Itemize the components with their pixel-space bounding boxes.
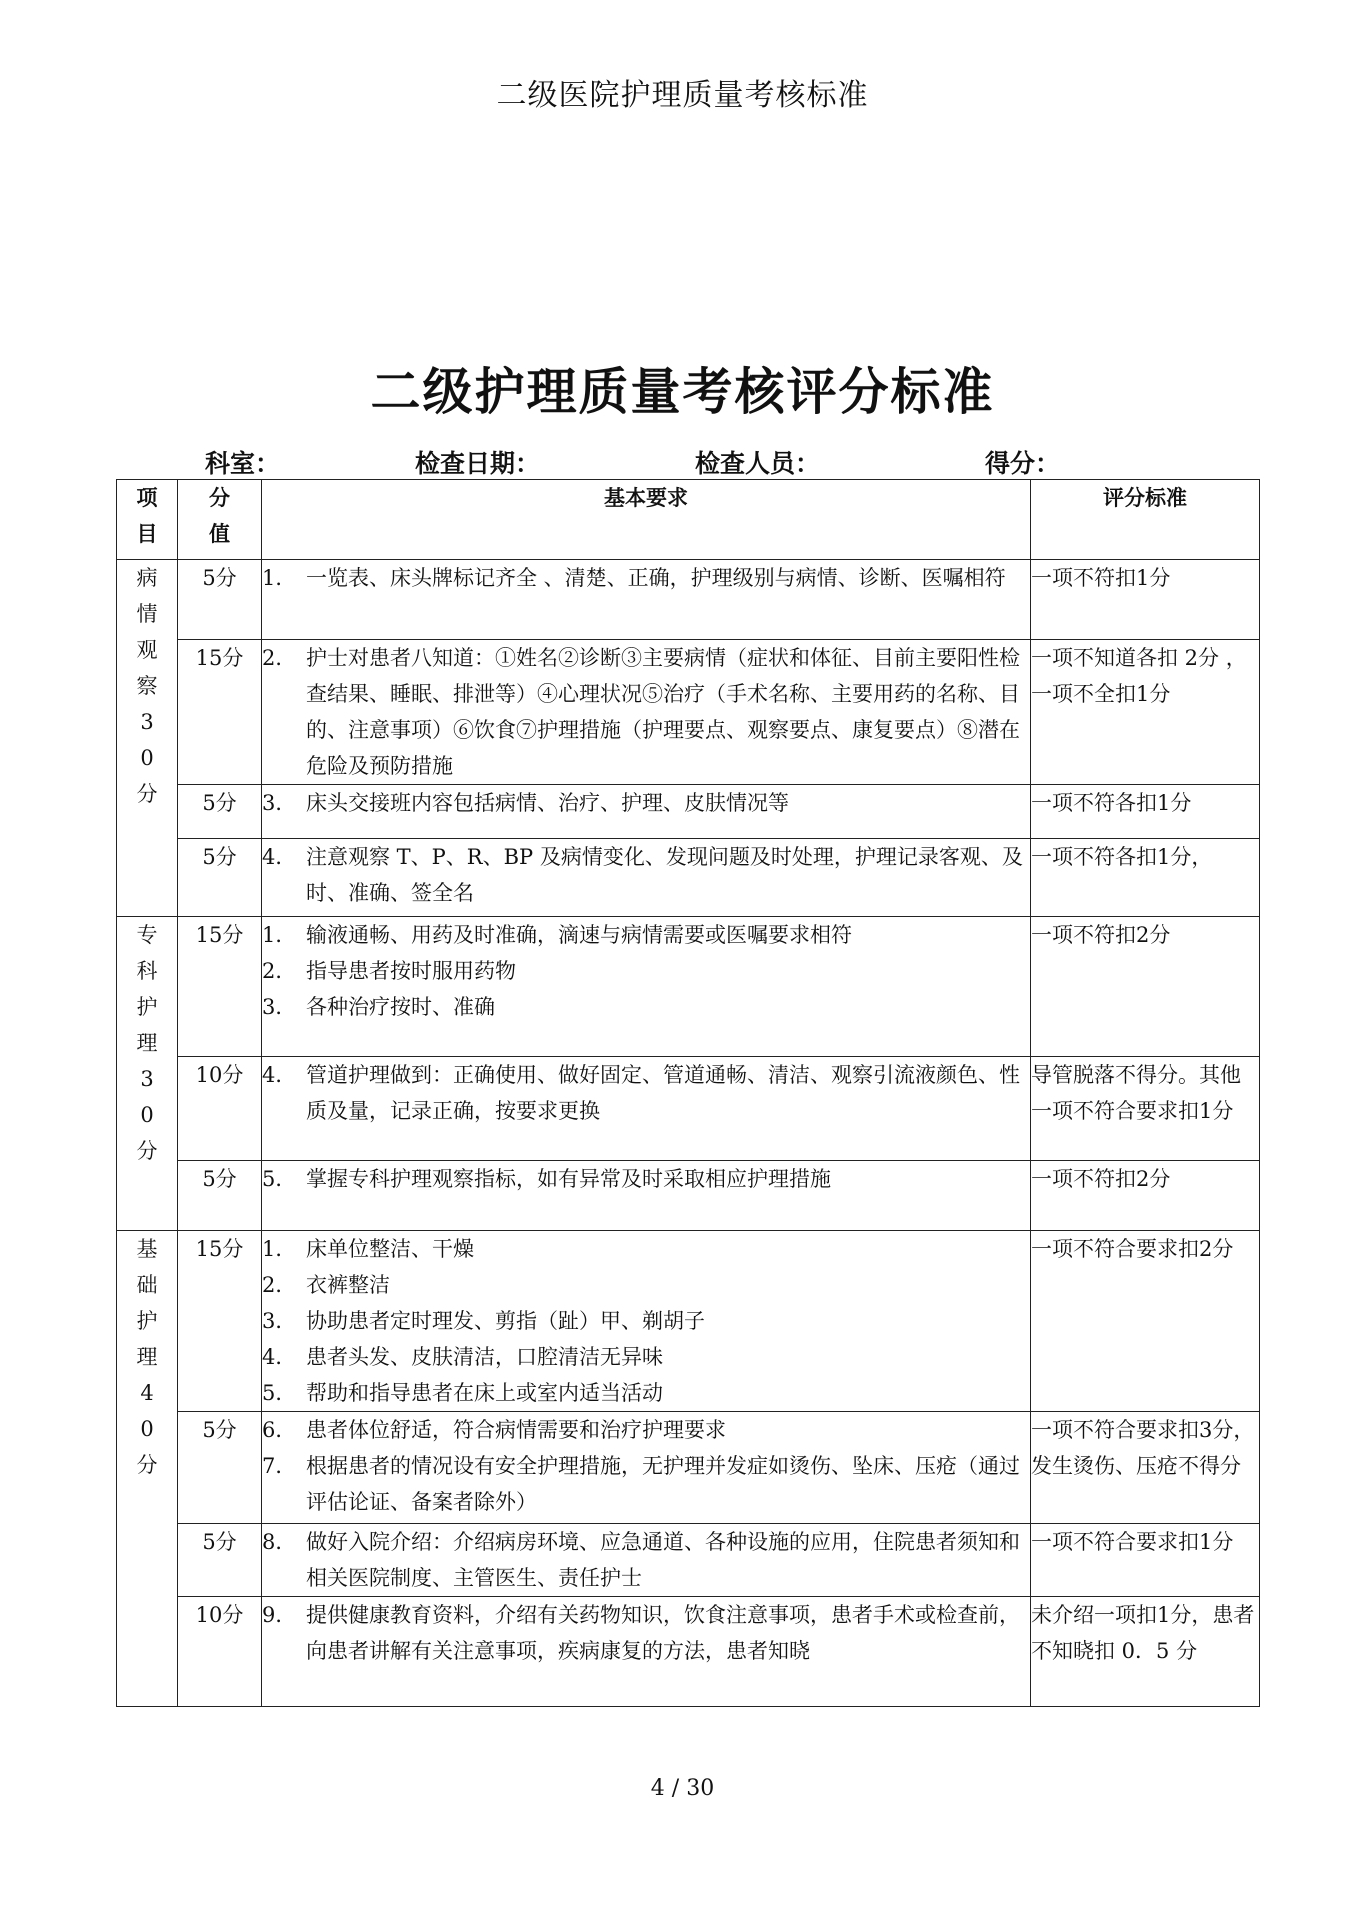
requirement-item <box>262 640 1030 784</box>
requirement-text: 床单位整洁、干燥 <box>306 1237 474 1261</box>
form-field-inspector: 检查人员： <box>695 449 821 478</box>
requirement-item <box>262 560 1030 596</box>
table-row <box>117 917 1260 1057</box>
requirement-item <box>262 1448 1030 1520</box>
category-name: 基础护理40分 <box>136 1237 158 1477</box>
requirement-item <box>262 1412 1030 1448</box>
requirement-item <box>262 1267 1030 1303</box>
assessment-table <box>116 479 1260 1707</box>
score-value: 5分 <box>178 1412 262 1524</box>
requirement-text: 患者头发、皮肤清洁，口腔清洁无异味 <box>306 1345 663 1369</box>
scoring-standard: 导管脱落不得分。其他一项不符合要求扣1分 <box>1031 1057 1260 1161</box>
form-field-score: 得分： <box>985 449 1061 478</box>
requirement-number: 5． <box>262 1167 297 1191</box>
score-value: 15分 <box>178 917 262 1057</box>
score-value: 5分 <box>178 785 262 839</box>
category-cell <box>117 560 178 917</box>
header-score: 分值 <box>178 480 262 560</box>
table-row <box>117 1412 1260 1524</box>
requirement-number: 1． <box>262 923 297 947</box>
scoring-standard: 一项不符扣2分 <box>1031 1161 1260 1231</box>
scoring-standard: 一项不符扣2分 <box>1031 917 1260 1057</box>
requirement-cell <box>262 640 1031 785</box>
requirement-item <box>262 989 1030 1025</box>
requirement-text: 注意观察 T、P、R、BP 及病情变化、发现问题及时处理，护理记录客观、及时、准确、签全名 <box>306 845 1023 905</box>
score-value: 5分 <box>178 1161 262 1231</box>
score-value: 5分 <box>178 839 262 917</box>
document-title: 二级护理质量考核评分标准 <box>370 363 995 421</box>
requirement-number: 6． <box>262 1418 297 1442</box>
table-row <box>117 785 1260 839</box>
header-standard: 评分标准 <box>1031 480 1260 560</box>
score-value: 15分 <box>178 1231 262 1412</box>
requirement-text: 一览表、床头牌标记齐全 、清楚、正确，护理级别与病情、诊断、医嘱相符 <box>306 566 1006 590</box>
score-value: 10分 <box>178 1597 262 1707</box>
requirement-item <box>262 953 1030 989</box>
requirement-text: 根据患者的情况设有安全护理措施，无护理并发症如烫伤、坠床、压疮（通过评估论证、备案者除外） <box>306 1454 1020 1514</box>
scoring-standard: 一项不符扣1分 <box>1031 560 1260 640</box>
score-value: 5分 <box>178 560 262 640</box>
requirement-text: 管道护理做到：正确使用、做好固定、管道通畅、清洁、观察引流液颜色、性质及量，记录正确，按要求更换 <box>306 1063 1020 1123</box>
form-field-date: 检查日期： <box>415 449 541 478</box>
requirement-item <box>262 839 1030 911</box>
requirement-cell <box>262 1597 1031 1707</box>
requirement-cell <box>262 839 1031 917</box>
requirement-item <box>262 1375 1030 1411</box>
requirement-text: 协助患者定时理发、剪指（趾）甲、剃胡子 <box>306 1309 705 1333</box>
requirement-cell <box>262 1231 1031 1412</box>
requirement-number: 7． <box>262 1454 297 1478</box>
running-header: 二级医院护理质量考核标准 <box>496 78 869 113</box>
requirement-number: 4． <box>262 1345 297 1369</box>
requirement-text: 掌握专科护理观察指标，如有异常及时采取相应护理措施 <box>306 1167 831 1191</box>
scoring-standard: 一项不符各扣1分， <box>1031 839 1260 917</box>
category-cell <box>117 1231 178 1707</box>
requirement-cell <box>262 1161 1031 1231</box>
requirement-text: 护士对患者八知道：①姓名②诊断③主要病情（症状和体征、目前主要阳性检查结果、睡眠、排泄等）④心理状况⑤治疗（手术名称、主要用药的名称、目的、注意事项）⑥饮食⑦护理措施（护理要点、观察要点、康复要点）⑧潜在危险及预防措施 <box>306 646 1020 778</box>
form-fields-line <box>205 444 1165 480</box>
table-row <box>117 560 1260 640</box>
requirement-cell <box>262 560 1031 640</box>
requirement-number: 4． <box>262 845 297 869</box>
requirement-text: 各种治疗按时、准确 <box>306 995 495 1019</box>
requirement-text: 床头交接班内容包括病情、治疗、护理、皮肤情况等 <box>306 791 789 815</box>
requirement-item <box>262 917 1030 953</box>
header-requirement: 基本要求 <box>262 480 1031 560</box>
score-value: 5分 <box>178 1524 262 1597</box>
scoring-standard: 一项不知道各扣 2分 ，一项不全扣1分 <box>1031 640 1260 785</box>
score-value: 15分 <box>178 640 262 785</box>
requirement-cell <box>262 917 1031 1057</box>
requirement-number: 2． <box>262 1273 297 1297</box>
scoring-standard: 一项不符合要求扣3分，发生烫伤、压疮不得分 <box>1031 1412 1260 1524</box>
table-row <box>117 1231 1260 1412</box>
table-row <box>117 1524 1260 1597</box>
requirement-number: 1． <box>262 566 297 590</box>
requirement-number: 1． <box>262 1237 297 1261</box>
requirement-item <box>262 785 1030 821</box>
scoring-standard: 未介绍一项扣1分，患者不知晓扣 0．5 分 <box>1031 1597 1260 1707</box>
requirement-number: 4． <box>262 1063 297 1087</box>
requirement-cell <box>262 785 1031 839</box>
requirement-number: 2． <box>262 646 297 670</box>
table-row <box>117 1161 1260 1231</box>
requirement-item <box>262 1231 1030 1267</box>
requirement-text: 衣裤整洁 <box>306 1273 390 1297</box>
requirement-text: 帮助和指导患者在床上或室内适当活动 <box>306 1381 663 1405</box>
requirement-number: 3． <box>262 995 297 1019</box>
page-number: 4 / 30 <box>650 1776 715 1801</box>
category-name: 专科护理30分 <box>136 923 158 1163</box>
requirement-item <box>262 1339 1030 1375</box>
requirement-number: 2． <box>262 959 297 983</box>
requirement-text: 患者体位舒适，符合病情需要和治疗护理要求 <box>306 1418 726 1442</box>
form-field-department: 科室： <box>205 449 281 478</box>
header-item: 项目 <box>117 480 178 560</box>
requirement-cell <box>262 1524 1031 1597</box>
requirement-text: 输液通畅、用药及时准确，滴速与病情需要或医嘱要求相符 <box>306 923 852 947</box>
table-row <box>117 1057 1260 1161</box>
table-row <box>117 640 1260 785</box>
category-cell <box>117 917 178 1231</box>
requirement-item <box>262 1161 1030 1197</box>
table-header-row <box>117 480 1260 560</box>
table-row <box>117 1597 1260 1707</box>
category-name: 病情观察30分 <box>136 566 158 806</box>
requirement-item <box>262 1597 1030 1669</box>
requirement-text: 做好入院介绍：介绍病房环境、应急通道、各种设施的应用，住院患者须知和相关医院制度、主管医生、责任护士 <box>306 1530 1020 1590</box>
requirement-text: 指导患者按时服用药物 <box>306 959 516 983</box>
scoring-standard: 一项不符各扣1分 <box>1031 785 1260 839</box>
requirement-item <box>262 1524 1030 1596</box>
requirement-number: 3． <box>262 1309 297 1333</box>
requirement-number: 9． <box>262 1603 297 1627</box>
scoring-standard: 一项不符合要求扣1分 <box>1031 1524 1260 1597</box>
requirement-number: 5． <box>262 1381 297 1405</box>
requirement-cell <box>262 1057 1031 1161</box>
scoring-standard: 一项不符合要求扣2分 <box>1031 1231 1260 1412</box>
requirement-number: 3． <box>262 791 297 815</box>
requirement-text: 提供健康教育资料，介绍有关药物知识，饮食注意事项，患者手术或检查前，向患者讲解有关注意事项，疾病康复的方法，患者知晓 <box>306 1603 1020 1663</box>
requirement-number: 8． <box>262 1530 297 1554</box>
requirement-item <box>262 1057 1030 1129</box>
table-row <box>117 839 1260 917</box>
requirement-item <box>262 1303 1030 1339</box>
score-value: 10分 <box>178 1057 262 1161</box>
requirement-cell <box>262 1412 1031 1524</box>
